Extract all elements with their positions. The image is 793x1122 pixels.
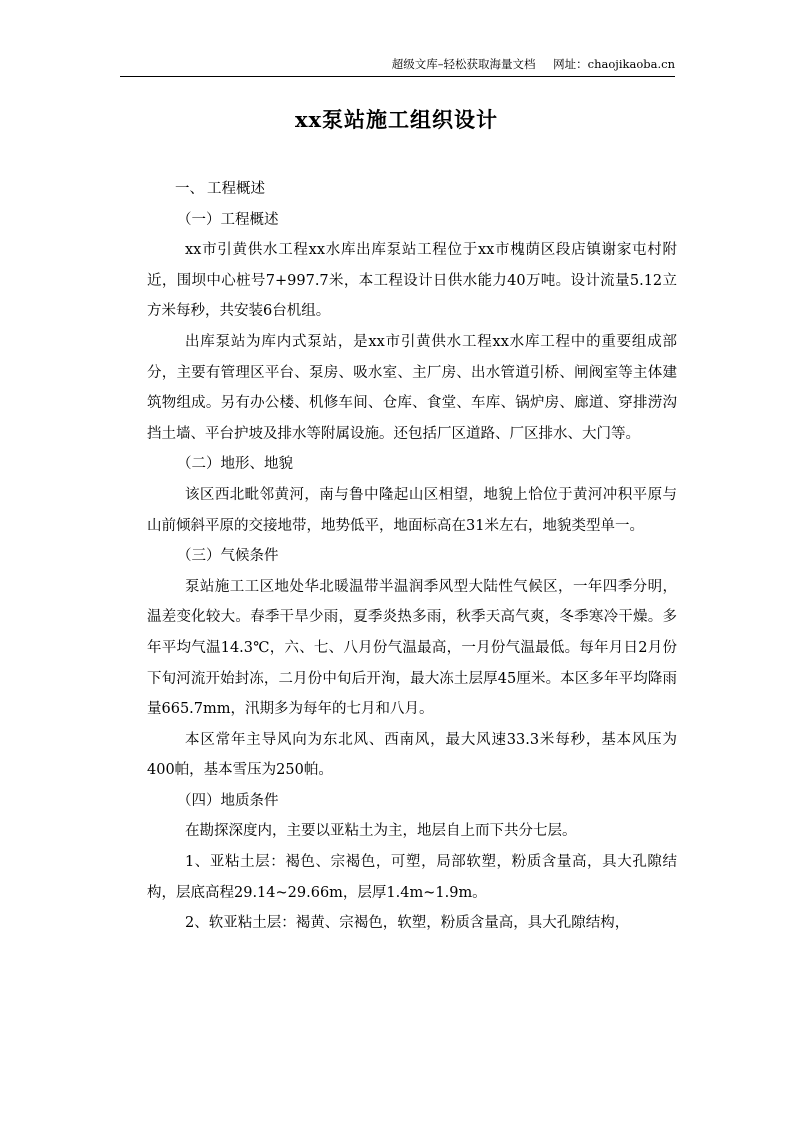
paragraph-layer-2: 2、软亚粘土层：褐黄、宗褐色，软塑，粉质含量高，具大孔隙结构， <box>185 915 630 932</box>
subsection-heading-2: （二）地形、地貌 <box>177 456 293 473</box>
paragraph-project-location: xx市引黄供水工程xx水库出库泵站工程位于xx市槐荫区段店镇谢家屯村附近，围坝中心桩号7+997.7米，本工程设计日供水能力40万吨。设计流量5.12立方米每秒，共安装6台机组。 <box>147 242 677 320</box>
paragraph-terrain: 该区西北毗邻黄河，南与鲁中隆起山区相望，地貌上恰位于黄河冲积平原与山前倾斜平原的交接地带，地势低平，地面标高在31米左右，地貌类型单一。 <box>147 486 677 534</box>
section-label: 工程概述 <box>207 181 265 197</box>
paragraph-pump-station: 出库泵站为库内式泵站，是xx市引黄供水工程xx水库工程中的重要组成部分，主要有管理区平台、泵房、吸水室、主厂房、出水管道引桥、闸阀室等主体建筑物组成。另有办公楼、机修车间、仓库、食堂、车库、锅炉房、廊道、穿排涝沟挡土墙、平台护坡及排水等附属设施。还包括厂区道路、厂区排水、大门等。 <box>147 333 677 442</box>
subsection-heading-1: （一）工程概述 <box>177 211 279 228</box>
site-slogan: 超级文库–轻松获取海量文档 <box>391 57 536 71</box>
paragraph-wind: 本区常年主导风向为东北风、西南风，最大风速33.3米每秒，基本风压为400帕，基本雪压为250帕。 <box>147 731 677 779</box>
paragraph-climate: 泵站施工工区地处华北暖温带半温润季风型大陆性气候区，一年四季分明，温差变化较大。春季干旱少雨，夏季炎热多雨，秋季天高气爽，冬季寒冷干燥。多年平均气温14.3℃，六、七、八月份气温最高，一月份气温最低。每年月日2月份下旬河流开始封冻，二月份中旬后开洵，最大冻土层厚45厘米。本区多年平均降雨量665.7mm，汛期多为每年的七月和八月。 <box>147 578 677 718</box>
document-body <box>147 174 677 939</box>
subsection-heading-3: （三）气候条件 <box>177 548 279 565</box>
section-number: 一、 <box>175 181 204 197</box>
section-heading-1 <box>147 174 677 205</box>
document-title: xx泵站施工组织设计 <box>294 107 499 132</box>
paragraph-layer-1: 1、亚粘土层：褐色、宗褐色，可塑，局部软塑，粉质含量高，具大孔隙结构，层底高程29.14~29.66m，层厚1.4m~1.9m。 <box>147 854 677 901</box>
site-url: 网址：chaojikaoba.cn <box>553 57 675 71</box>
subsection-heading-4: （四）地质条件 <box>177 792 279 809</box>
page-header <box>120 56 675 77</box>
paragraph-geology-intro: 在勘探深度内，主要以亚粘土为主，地层自上而下共分七层。 <box>185 823 577 840</box>
